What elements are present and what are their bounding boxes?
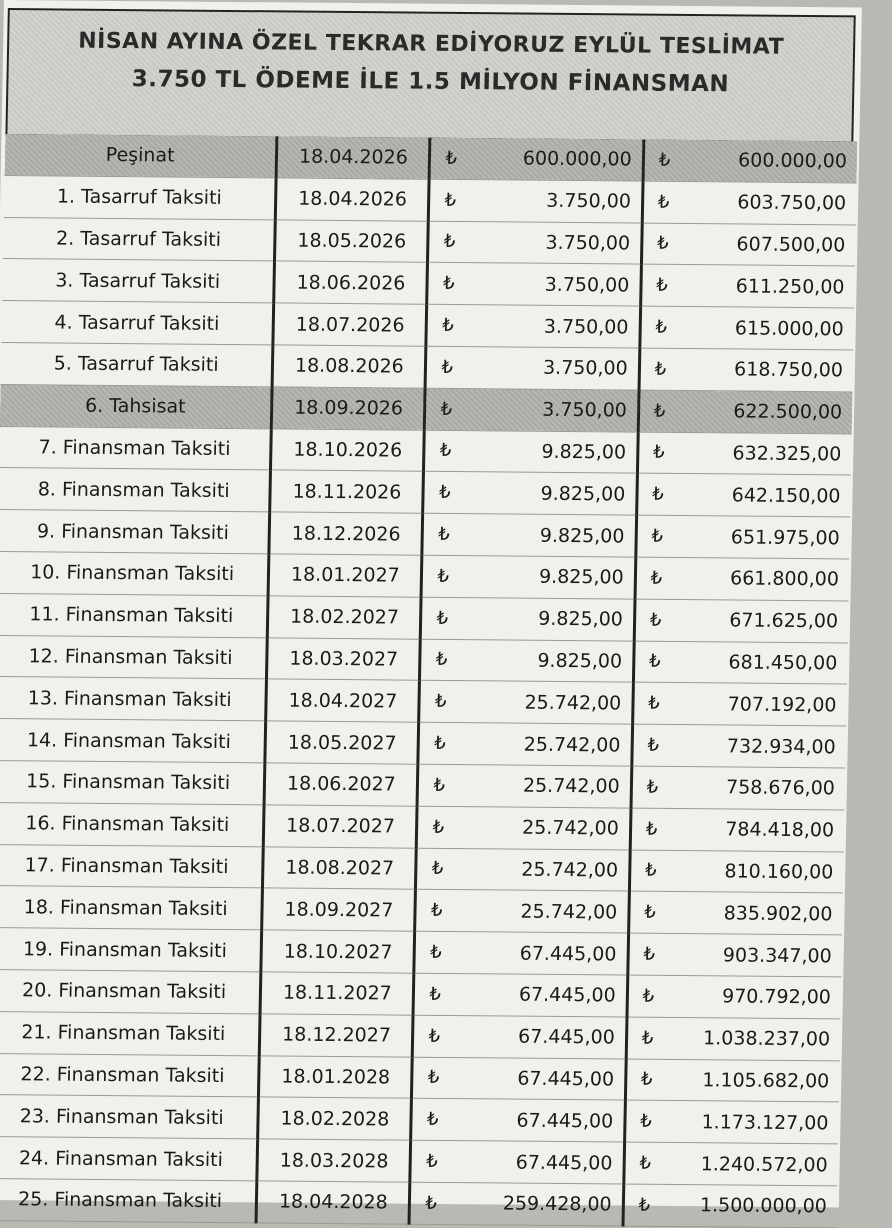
installment-label: 1. Tasarruf Taksiti — [4, 175, 277, 219]
installment-amount-cell — [417, 806, 631, 850]
installment-label: 18. Finansman Taksiti — [0, 886, 263, 930]
cumulative-total: 1.173.127,00 — [701, 1110, 829, 1135]
installment-date: 18.10.2026 — [271, 428, 425, 471]
cumulative-total: 903.347,00 — [722, 943, 832, 967]
installment-date: 18.02.2028 — [258, 1097, 412, 1140]
installment-label: 22. Finansman Taksiti — [0, 1053, 260, 1097]
cumulative-total-cell — [630, 808, 845, 852]
installment-amount-cell — [422, 555, 636, 599]
installment-date: 18.06.2027 — [264, 763, 418, 806]
installment-label: 16. Finansman Taksiti — [0, 802, 264, 846]
installment-label: 17. Finansman Taksiti — [0, 844, 264, 888]
table-row — [1, 343, 854, 392]
installment-label: 14. Finansman Taksiti — [0, 719, 266, 763]
installment-amount: 9.825,00 — [541, 440, 627, 464]
installment-date: 18.03.2028 — [257, 1139, 411, 1182]
cumulative-total-cell — [636, 473, 851, 517]
cumulative-total-cell — [634, 599, 849, 643]
cumulative-total: 707.192,00 — [727, 693, 837, 717]
installment-label: 13. Finansman Taksiti — [0, 677, 267, 721]
lira-symbol: ₺ — [652, 483, 664, 506]
lira-symbol: ₺ — [430, 900, 443, 922]
installment-amount: 9.825,00 — [540, 482, 626, 506]
table-row — [0, 802, 844, 851]
installment-label: 11. Finansman Taksiti — [0, 593, 268, 637]
installment-amount-cell — [422, 513, 636, 557]
lira-symbol: ₺ — [431, 858, 444, 880]
installment-label: 8. Finansman Taksiti — [0, 468, 271, 512]
installment-date: 18.04.2027 — [266, 679, 420, 722]
lira-symbol: ₺ — [438, 482, 451, 504]
installment-amount: 67.445,00 — [519, 942, 617, 965]
installment-amount: 25.742,00 — [523, 733, 621, 757]
cumulative-total: 600.000,00 — [737, 149, 848, 173]
installment-date: 18.05.2027 — [265, 721, 419, 764]
cumulative-total: 618.750,00 — [733, 358, 844, 382]
table-row — [0, 635, 848, 684]
installment-date: 18.11.2026 — [270, 470, 424, 513]
installment-amount: 3.750,00 — [543, 315, 629, 339]
table-row — [0, 426, 852, 475]
cumulative-total: 758.676,00 — [725, 776, 836, 800]
installment-amount: 25.742,00 — [521, 858, 619, 882]
installment-amount: 3.750,00 — [542, 357, 628, 380]
cumulative-total: 784.418,00 — [725, 818, 835, 842]
table-row — [5, 134, 858, 183]
table-row — [4, 175, 857, 224]
cumulative-total: 661.800,00 — [729, 567, 840, 591]
installment-amount: 3.750,00 — [542, 398, 628, 422]
installment-label: 10. Finansman Taksiti — [0, 551, 269, 595]
installment-date: 18.02.2027 — [268, 596, 422, 639]
table-row — [0, 468, 851, 517]
table-row — [0, 593, 848, 642]
lira-symbol: ₺ — [442, 314, 454, 337]
cumulative-total-cell — [642, 181, 857, 225]
cumulative-total-cell — [643, 140, 858, 183]
lira-symbol: ₺ — [644, 901, 656, 924]
payment-schedule-table — [0, 134, 857, 1228]
lira-symbol: ₺ — [437, 565, 450, 587]
installment-label: 25. Finansman Taksiti — [0, 1178, 257, 1222]
lira-symbol: ₺ — [655, 316, 668, 338]
table-row — [0, 969, 841, 1018]
cumulative-total: 835.902,00 — [723, 902, 833, 926]
cumulative-total-cell — [639, 348, 854, 392]
installment-label: 21. Finansman Taksiti — [0, 1011, 260, 1055]
installment-amount: 67.445,00 — [515, 1151, 613, 1174]
installment-label: Peşinat — [5, 134, 278, 178]
lira-symbol: ₺ — [652, 442, 665, 464]
cumulative-total-cell — [640, 306, 855, 350]
installment-label: 5. Tasarruf Taksiti — [1, 343, 274, 387]
cumulative-total: 642.150,00 — [731, 484, 841, 508]
installment-amount: 25.742,00 — [522, 774, 620, 798]
table-row — [0, 719, 846, 768]
lira-symbol: ₺ — [640, 1069, 653, 1091]
installment-amount-cell — [413, 1015, 627, 1059]
cumulative-total-cell — [633, 641, 848, 685]
cumulative-total: 651.975,00 — [730, 525, 840, 549]
table-row — [1, 301, 854, 350]
lira-symbol: ₺ — [644, 860, 657, 882]
installment-date: 18.05.2026 — [275, 219, 429, 262]
cumulative-total-cell — [623, 1184, 838, 1228]
table-row — [2, 259, 855, 308]
installment-amount: 67.445,00 — [517, 1025, 616, 1049]
installment-amount-cell — [420, 639, 634, 683]
installment-amount: 9.825,00 — [538, 566, 624, 589]
installment-amount-cell — [424, 430, 638, 474]
installment-date: 18.08.2027 — [263, 846, 417, 889]
installment-date: 18.09.2026 — [272, 387, 426, 430]
lira-symbol: ₺ — [646, 776, 659, 798]
cumulative-total-cell — [638, 390, 853, 434]
cumulative-total: 615.000,00 — [734, 316, 844, 340]
lira-symbol: ₺ — [643, 943, 656, 965]
lira-symbol: ₺ — [656, 233, 669, 255]
cumulative-total-cell — [640, 264, 855, 308]
installment-label: 4. Tasarruf Taksiti — [1, 301, 274, 345]
lira-symbol: ₺ — [442, 273, 455, 295]
table-row — [0, 1178, 837, 1227]
lira-symbol: ₺ — [639, 1152, 652, 1174]
header-title-line2: 3.750 TL ÖDEME İLE 1.5 MİLYON FİNANSMAN — [131, 66, 730, 98]
installment-amount-cell — [423, 472, 637, 516]
installment-amount-cell — [416, 848, 630, 892]
installment-date: 18.12.2027 — [260, 1014, 414, 1057]
installment-amount: 9.825,00 — [539, 524, 625, 548]
installment-date: 18.04.2026 — [276, 178, 430, 221]
installment-amount-cell — [428, 221, 642, 265]
installment-amount: 600.000,00 — [522, 147, 632, 171]
table-row — [0, 1053, 840, 1102]
cumulative-total: 1.105.682,00 — [702, 1069, 830, 1093]
installment-amount-cell — [426, 346, 640, 390]
installment-amount-cell — [414, 931, 628, 975]
installment-label: 24. Finansman Taksiti — [0, 1137, 258, 1181]
lira-symbol: ₺ — [426, 1150, 438, 1172]
lira-symbol: ₺ — [653, 400, 666, 422]
installment-amount-cell — [421, 597, 635, 641]
table-row — [0, 384, 853, 433]
cumulative-total-cell — [632, 724, 847, 768]
lira-symbol: ₺ — [657, 191, 670, 213]
cumulative-total: 603.750,00 — [737, 191, 847, 215]
installment-date: 18.07.2027 — [264, 805, 418, 848]
installment-label: 6. Tahsisat — [0, 384, 272, 428]
cumulative-total-cell — [641, 223, 856, 267]
cumulative-total-cell — [632, 682, 847, 726]
cumulative-total-cell — [635, 557, 850, 601]
cumulative-total-cell — [637, 432, 852, 476]
cumulative-total-cell — [628, 891, 843, 935]
installment-amount-cell — [425, 388, 639, 432]
installment-date: 18.10.2027 — [261, 930, 415, 973]
table-row — [0, 1011, 840, 1060]
cumulative-total-cell — [629, 850, 844, 894]
cumulative-total-cell — [627, 975, 842, 1019]
lira-symbol: ₺ — [429, 983, 442, 1005]
installment-label: 7. Finansman Taksiti — [0, 426, 272, 470]
lira-symbol: ₺ — [441, 356, 454, 378]
installment-amount-cell — [412, 1057, 626, 1101]
installment-date: 18.04.2028 — [256, 1181, 410, 1224]
lira-symbol: ₺ — [432, 816, 445, 838]
table-row — [0, 1095, 839, 1144]
installment-date: 18.01.2028 — [259, 1055, 413, 1098]
installment-amount: 25.742,00 — [524, 691, 622, 715]
lira-symbol: ₺ — [440, 398, 453, 420]
installment-amount-cell — [410, 1182, 624, 1226]
cumulative-total-cell — [626, 1017, 841, 1061]
installment-label: 20. Finansman Taksiti — [0, 969, 261, 1013]
lira-symbol: ₺ — [645, 818, 658, 840]
cumulative-total-cell — [624, 1100, 839, 1144]
cumulative-total: 632.325,00 — [732, 442, 842, 466]
installment-label: 9. Finansman Taksiti — [0, 510, 270, 554]
cumulative-total: 1.240.572,00 — [700, 1152, 828, 1176]
installment-date: 18.04.2026 — [276, 136, 430, 179]
lira-symbol: ₺ — [647, 734, 660, 756]
installment-date: 18.06.2026 — [274, 261, 428, 304]
installment-amount: 67.445,00 — [517, 1067, 615, 1091]
table-row — [0, 677, 847, 726]
installment-label: 3. Tasarruf Taksiti — [2, 259, 275, 303]
lira-symbol: ₺ — [651, 525, 664, 547]
lira-symbol: ₺ — [658, 149, 671, 171]
installment-amount: 67.445,00 — [518, 983, 616, 1007]
installment-amount-cell — [427, 263, 641, 307]
cumulative-total: 1.500.000,00 — [699, 1194, 828, 1218]
installment-date: 18.07.2026 — [273, 303, 427, 346]
installment-amount: 3.750,00 — [544, 273, 630, 297]
lira-symbol: ₺ — [641, 1027, 654, 1049]
header-title-line1: NİSAN AYINA ÖZEL TEKRAR EDİYORUZ EYLÜL TESLİMAT — [77, 28, 785, 60]
installment-label: 19. Finansman Taksiti — [0, 928, 262, 972]
installment-label: 12. Finansman Taksiti — [0, 635, 268, 679]
installment-amount-cell — [415, 890, 629, 934]
installment-label: 15. Finansman Taksiti — [0, 760, 265, 804]
lira-symbol: ₺ — [439, 440, 452, 462]
installment-date: 18.12.2026 — [269, 512, 423, 555]
installment-date: 18.09.2027 — [262, 888, 416, 931]
lira-symbol: ₺ — [434, 732, 446, 754]
installment-amount: 67.445,00 — [516, 1109, 614, 1133]
installment-amount-cell — [410, 1140, 624, 1184]
cumulative-total: 622.500,00 — [733, 400, 843, 424]
lira-symbol: ₺ — [427, 1067, 440, 1089]
lira-symbol: ₺ — [654, 358, 667, 380]
lira-symbol: ₺ — [438, 523, 450, 546]
document-header — [5, 8, 855, 143]
cumulative-total: 607.500,00 — [736, 233, 846, 257]
cumulative-total: 970.792,00 — [721, 985, 832, 1009]
lira-symbol: ₺ — [425, 1192, 438, 1214]
installment-amount: 9.825,00 — [538, 607, 624, 631]
installment-date: 18.03.2027 — [267, 637, 421, 680]
installment-date: 18.01.2027 — [268, 554, 422, 597]
cumulative-total-cell — [624, 1142, 839, 1186]
installment-amount-cell — [418, 722, 632, 766]
lira-symbol: ₺ — [443, 231, 456, 253]
lira-symbol: ₺ — [649, 609, 662, 631]
lira-symbol: ₺ — [640, 1110, 652, 1133]
lira-symbol: ₺ — [434, 691, 447, 713]
lira-symbol: ₺ — [433, 774, 446, 796]
payment-schedule-body — [0, 134, 857, 1228]
lira-symbol: ₺ — [648, 692, 660, 715]
installment-amount-cell — [419, 681, 633, 725]
installment-amount-cell — [426, 304, 640, 348]
table-row — [0, 928, 842, 977]
table-row — [3, 217, 856, 266]
installment-date: 18.11.2027 — [260, 972, 414, 1015]
installment-amount-cell — [429, 179, 643, 223]
installment-amount-cell — [430, 138, 644, 181]
lira-symbol: ₺ — [436, 607, 449, 629]
cumulative-total: 1.038.237,00 — [702, 1027, 831, 1051]
installment-amount: 25.742,00 — [521, 816, 620, 840]
cumulative-total-cell — [636, 515, 851, 559]
lira-symbol: ₺ — [642, 985, 655, 1007]
installment-label: 23. Finansman Taksiti — [0, 1095, 259, 1139]
lira-symbol: ₺ — [650, 567, 663, 589]
table-row — [0, 1137, 838, 1186]
installment-amount-cell — [411, 1099, 625, 1143]
installment-amount: 3.750,00 — [546, 189, 632, 213]
table-row — [0, 510, 850, 559]
table-row — [0, 760, 845, 809]
lira-symbol: ₺ — [428, 1025, 441, 1047]
installment-amount: 9.825,00 — [537, 649, 623, 673]
cumulative-total: 810.160,00 — [724, 860, 834, 884]
lira-symbol: ₺ — [426, 1109, 439, 1131]
installment-amount: 25.742,00 — [520, 900, 618, 924]
cumulative-total-cell — [631, 766, 846, 810]
installment-date: 18.08.2026 — [272, 345, 426, 388]
installment-amount-cell — [414, 973, 628, 1017]
cumulative-total: 681.450,00 — [728, 651, 838, 675]
lira-symbol: ₺ — [445, 147, 458, 169]
cumulative-total: 611.250,00 — [735, 275, 845, 299]
table-row — [0, 844, 844, 893]
lira-symbol: ₺ — [648, 651, 661, 673]
lira-symbol: ₺ — [430, 941, 442, 963]
installment-amount-cell — [418, 764, 632, 808]
installment-amount: 259.428,00 — [502, 1192, 612, 1216]
lira-symbol: ₺ — [444, 189, 457, 211]
lira-symbol: ₺ — [638, 1194, 651, 1216]
table-row — [0, 551, 849, 600]
cumulative-total: 671.625,00 — [729, 609, 839, 633]
cumulative-total-cell — [628, 933, 843, 977]
lira-symbol: ₺ — [656, 275, 668, 297]
lira-symbol: ₺ — [435, 649, 448, 671]
cumulative-total: 732.934,00 — [726, 734, 836, 758]
installment-label: 2. Tasarruf Taksiti — [3, 217, 276, 261]
table-row — [0, 886, 843, 935]
installment-amount: 3.750,00 — [545, 231, 631, 255]
cumulative-total-cell — [625, 1059, 840, 1103]
